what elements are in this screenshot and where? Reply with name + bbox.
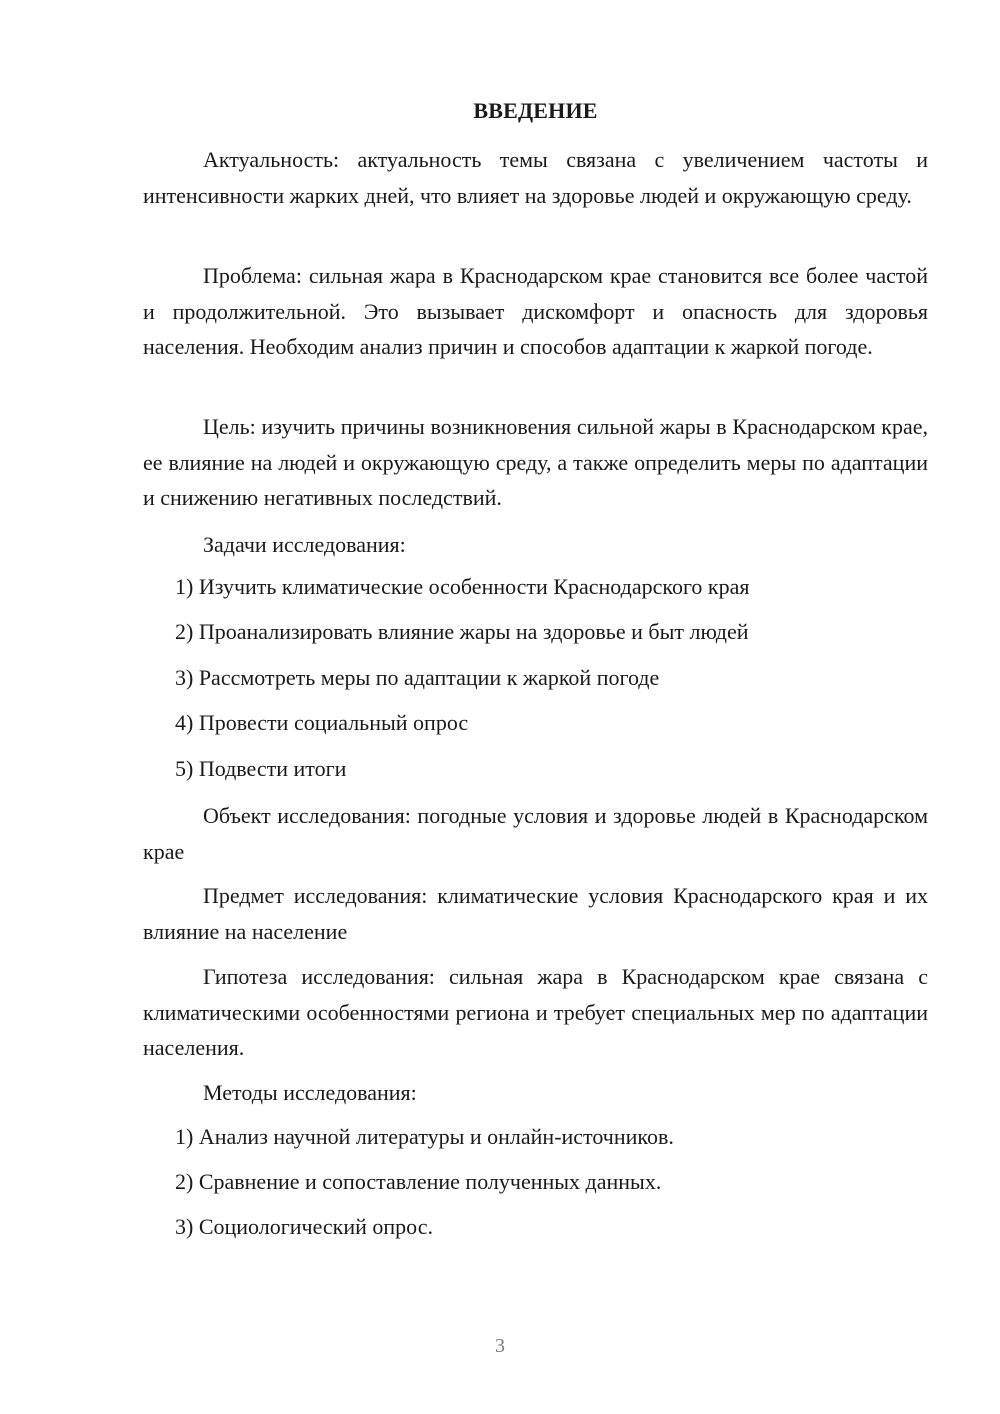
- task-item: 3) Рассмотреть меры по адаптации к жаркой погоде: [175, 665, 660, 690]
- relevance-paragraph: Актуальность: актуальность темы связана с увеличением частоты и интенсивности жарких дней, что влияет на здоровье людей и окружающую среду.: [143, 147, 928, 208]
- tasks-heading: Задачи исследования:: [203, 532, 406, 557]
- task-item: 1) Изучить климатические особенности Краснодарского края: [175, 574, 750, 599]
- task-item: 4) Провести социальный опрос: [175, 710, 469, 735]
- document-page: [143, 0, 928, 1414]
- methods-heading: Методы исследования:: [203, 1080, 417, 1105]
- method-item: 1) Анализ научной литературы и онлайн-источников.: [175, 1124, 674, 1149]
- problem-paragraph: Проблема: сильная жара в Краснодарском крае становится все более частой и продолжительной. Это вызывает дискомфорт и опасность для здоровья населения. Необходим анализ причин и способов адаптации к жаркой погоде.: [143, 263, 928, 359]
- task-item: 2) Проанализировать влияние жары на здоровье и быт людей: [175, 619, 749, 644]
- task-item: 5) Подвести итоги: [175, 756, 347, 781]
- method-item: 3) Социологический опрос.: [175, 1214, 433, 1239]
- method-item: 2) Сравнение и сопоставление полученных данных.: [175, 1169, 662, 1194]
- goal-paragraph: Цель: изучить причины возникновения сильной жары в Краснодарском крае, ее влияние на людей и окружающую среду, а также определить меры по адаптации и снижению негативных последствий.: [143, 414, 928, 510]
- hypothesis-paragraph: Гипотеза исследования: сильная жара в Краснодарском крае связана с климатическими особенностями региона и требует специальных мер по адаптации населения.: [143, 964, 928, 1060]
- subject-paragraph: Предмет исследования: климатические условия Краснодарского края и их влияние на население: [143, 883, 928, 944]
- section-title: ВВЕДЕНИЕ: [473, 98, 598, 123]
- page-number: 3: [495, 1335, 505, 1357]
- object-paragraph: Объект исследования: погодные условия и здоровье людей в Краснодарском крае: [143, 803, 928, 864]
